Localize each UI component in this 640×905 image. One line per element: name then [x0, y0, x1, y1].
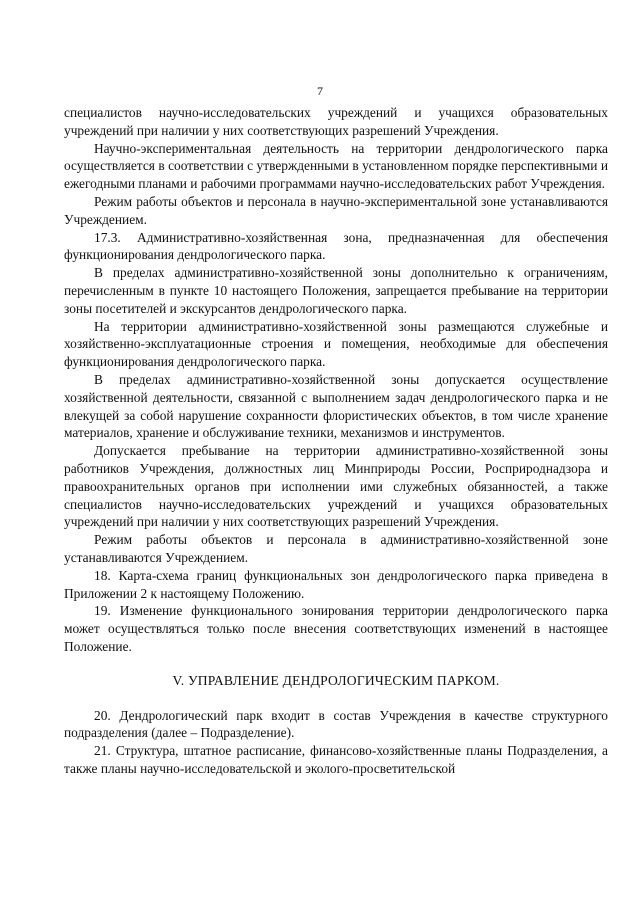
- paragraph: В пределах административно-хозяйственной зоны дополнительно к ограничениям, перечисленным в пункте 10 настоящего Положения, запрещается пребывание на территории зоны посетителей и экскурсантов дендрологического парка.: [64, 265, 608, 316]
- paragraph: На территории административно-хозяйственной зоны размещаются служебные и хозяйственно-эксплуатационные строения и помещения, необходимые для обеспечения функционирования дендрологического парка.: [64, 318, 608, 370]
- paragraph: Допускается пребывание на территории административно-хозяйственной зоны работников Учреждения, должностных лиц Минприроды России, Росприроднадзора и правоохранительных органов при исполнении ими служебных обязанностей, а также специалистов научно-исследовательских учреждений и учащихся образовательных учреждений при наличии у них соответствующих разрешений Учреждения.: [64, 443, 608, 530]
- paragraph: специалистов научно-исследовательских учреждений и учащихся образовательных учреждений при наличии у них соответствующих разрешений Учреждения.: [64, 105, 608, 138]
- paragraph: 20. Дендрологический парк входит в состав Учреждения в качестве структурного подразделения (далее – Подразделение).: [64, 707, 608, 741]
- paragraph: 17.3. Административно-хозяйственная зона, предназначенная для обеспечения функционирования дендрологического парка.: [64, 229, 608, 263]
- paragraph: Научно-экспериментальная деятельность на территории дендрологического парка осуществляется в соответствии с утвержденными в установленном порядке перспективными и ежегодными планами и рабочими программами научно-исследовательских работ Учреждения.: [64, 140, 608, 192]
- paragraph: 19. Изменение функционального зонирования территории дендрологического парка может осуществляться только после внесения соответствующих изменений в настоящее Положение.: [64, 603, 608, 654]
- paragraph: В пределах административно-хозяйственной зоны допускается осуществление хозяйственной деятельности, связанной с выполнением задач дендрологического парка и не влекущей за собой нарушение сохранности флористических объектов, в том числе хранение материалов, хранение и обслуживание техники, механизмов и инструментов.: [64, 371, 608, 441]
- paragraph: 21. Структура, штатное расписание, финансово-хозяйственные планы Подразделения, а также планы научно-исследовательской и эколого-просветительской: [64, 743, 608, 776]
- page-number: 7: [317, 84, 323, 98]
- section-heading: V. УПРАВЛЕНИЕ ДЕНДРОЛОГИЧЕСКИМ ПАРКОМ.: [172, 672, 500, 688]
- paragraph: Режим работы объектов и персонала в административно-хозяйственной зоне устанавливаются Учреждением.: [64, 532, 608, 565]
- document-body: [64, 104, 608, 778]
- paragraph: 18. Карта-схема границ функциональных зон дендрологического парка приведена в Приложении 2 к настоящему Положению.: [64, 567, 608, 601]
- paragraph: Режим работы объектов и персонала в научно-экспериментальной зоне устанавливаются Учреждением.: [64, 193, 608, 227]
